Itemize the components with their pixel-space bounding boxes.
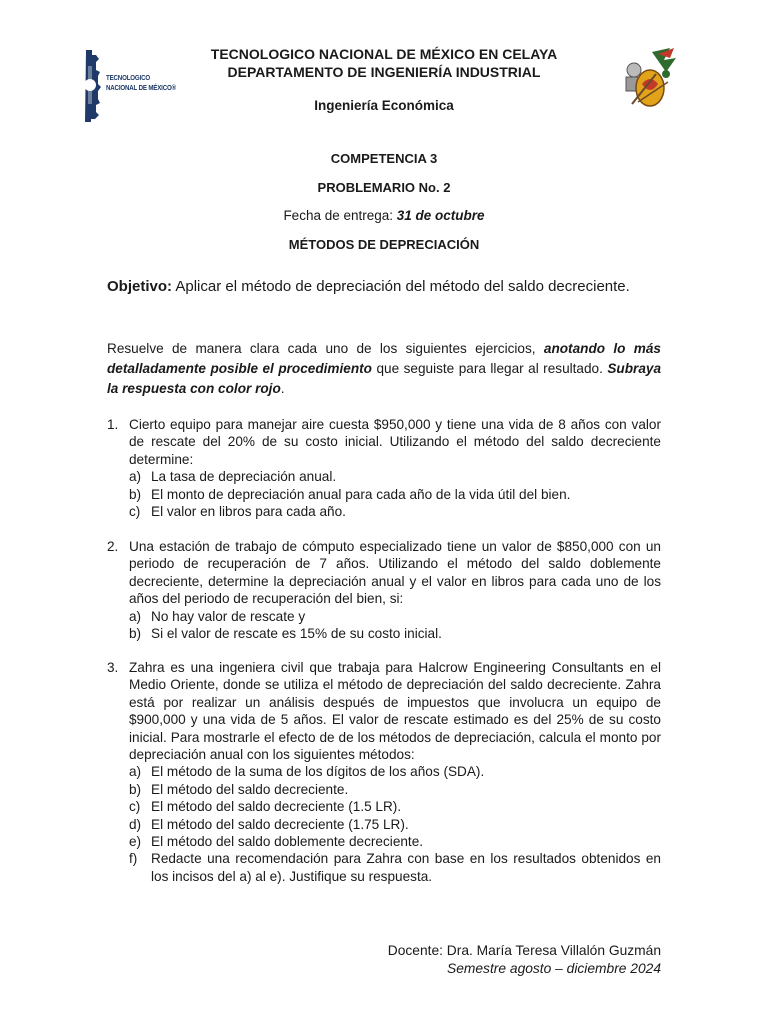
problem-number: 1.: [107, 417, 119, 432]
instructions-text-1: Resuelve de manera clara cada uno de los siguientes ejercicios,: [107, 341, 544, 356]
objective-paragraph: [107, 276, 661, 298]
item-letter: b): [129, 781, 142, 797]
problem-number: 3.: [107, 660, 119, 675]
problem-item: [129, 781, 661, 798]
problem-item: [129, 486, 661, 503]
instructions-text-2: que seguiste para llegar al resultado.: [371, 361, 608, 376]
item-text: Si el valor de rescate es 15% de su costo inicial.: [151, 626, 442, 642]
problem-item: [129, 833, 661, 850]
item-letter: d): [129, 816, 142, 832]
competencia-heading: COMPETENCIA 3: [330, 151, 438, 166]
objective-text: Aplicar el método de depreciación del método del saldo decreciente.: [172, 278, 630, 295]
department-title: DEPARTAMENTO DE INGENIERÍA INDUSTRIAL: [227, 64, 541, 80]
semester: Semestre agosto – diciembre 2024: [447, 961, 661, 976]
instructions-text-3: .: [280, 381, 285, 396]
item-text: La tasa de depreciación anual.: [151, 469, 337, 485]
item-letter: a): [129, 764, 142, 780]
instructions-paragraph: [107, 339, 661, 399]
item-letter: c): [129, 799, 141, 815]
tecnm-logo-text-1: TECNOLOGICO: [106, 73, 150, 82]
teacher-name: Docente: Dra. María Teresa Villalón Guzmán: [387, 943, 661, 958]
problem-statement: Una estación de trabajo de cómputo especializado tiene un valor de $850,000 con un periodo de recuperación de 7 años. Utilizando el método del saldo doblemente decreciente, determine la depreciación anual y el valor en libros para cada uno de los años del periodo de recuperación del bien, si:: [129, 539, 661, 607]
instructions-emphasis-2: Subraya la respuesta con color rojo: [107, 361, 662, 396]
problem-item: [129, 798, 661, 815]
problem-item: [129, 503, 661, 520]
item-text: Redacte una recomendación para Zahra con base en los resultados obtenidos en los incisos del a) al e). Justifique su respuesta.: [151, 851, 661, 884]
item-text: El método del saldo doblemente decreciente.: [151, 834, 424, 850]
item-text: El monto de depreciación anual para cada año de la vida útil del bien.: [151, 486, 571, 502]
problem-number: 2.: [107, 539, 119, 554]
item-letter: c): [129, 504, 141, 520]
problem-statement: Zahra es una ingeniera civil que trabaja para Halcrow Engineering Consultants en el Medio Oriente, donde se utiliza el método de depreciación del saldo decreciente. Zahra está por realizar un análisis después de impuestos que involucra un equipo de $900,000 y una vida de 5 años. El valor de rescate estimado es del 25% de su costo inicial. Para mostrarle el efecto de de los métodos de depreciación, calcula el monto por depreciación anual con los siguientes métodos:: [129, 660, 661, 763]
problem-item: [129, 850, 661, 885]
item-letter: a): [129, 469, 142, 485]
item-text: El valor en libros para cada año.: [151, 504, 346, 520]
problem-1: [107, 416, 661, 520]
item-text: El método de la suma de los dígitos de los años (SDA).: [151, 764, 485, 780]
due-date-value: 31 de octubre: [396, 208, 485, 223]
due-date: [0, 208, 768, 223]
item-text: El método del saldo decreciente (1.5 LR).: [151, 799, 402, 815]
topic-heading: MÉTODOS DE DEPRECIACIÓN: [288, 237, 480, 252]
item-letter: a): [129, 608, 142, 624]
problem-item: [129, 625, 661, 642]
item-letter: b): [129, 486, 142, 502]
item-letter: f): [129, 851, 138, 867]
tecnm-logo-text-2: NACIONAL DE MÉXICO®: [106, 83, 176, 92]
instructions-emphasis-1: anotando lo más detalladamente posible el procedimiento: [107, 341, 661, 376]
item-text: El método del saldo decreciente.: [151, 781, 349, 797]
due-date-label: Fecha de entrega:: [283, 208, 397, 223]
subject-title: Ingeniería Económica: [314, 98, 454, 113]
problem-statement: Cierto equipo para manejar aire cuesta $950,000 y tiene una vida de 8 años con valor de rescate del 20% de su costo inicial. Utilizando el método del saldo decreciente determine:: [129, 417, 661, 467]
problem-2: [107, 538, 661, 642]
problem-3: [107, 659, 661, 885]
problem-item: [129, 816, 661, 833]
problem-item: [129, 763, 661, 780]
item-letter: b): [129, 626, 142, 642]
objective-label: Objetivo:: [107, 278, 173, 295]
item-text: No hay valor de rescate y: [151, 608, 306, 624]
problem-item: [129, 468, 661, 485]
problem-item: [129, 608, 661, 625]
item-letter: e): [129, 834, 142, 850]
item-text: El método del saldo decreciente (1.75 LR).: [151, 816, 409, 832]
problemario-heading: PROBLEMARIO No. 2: [317, 180, 451, 195]
institution-title: TECNOLOGICO NACIONAL DE MÉXICO EN CELAYA: [210, 46, 558, 62]
